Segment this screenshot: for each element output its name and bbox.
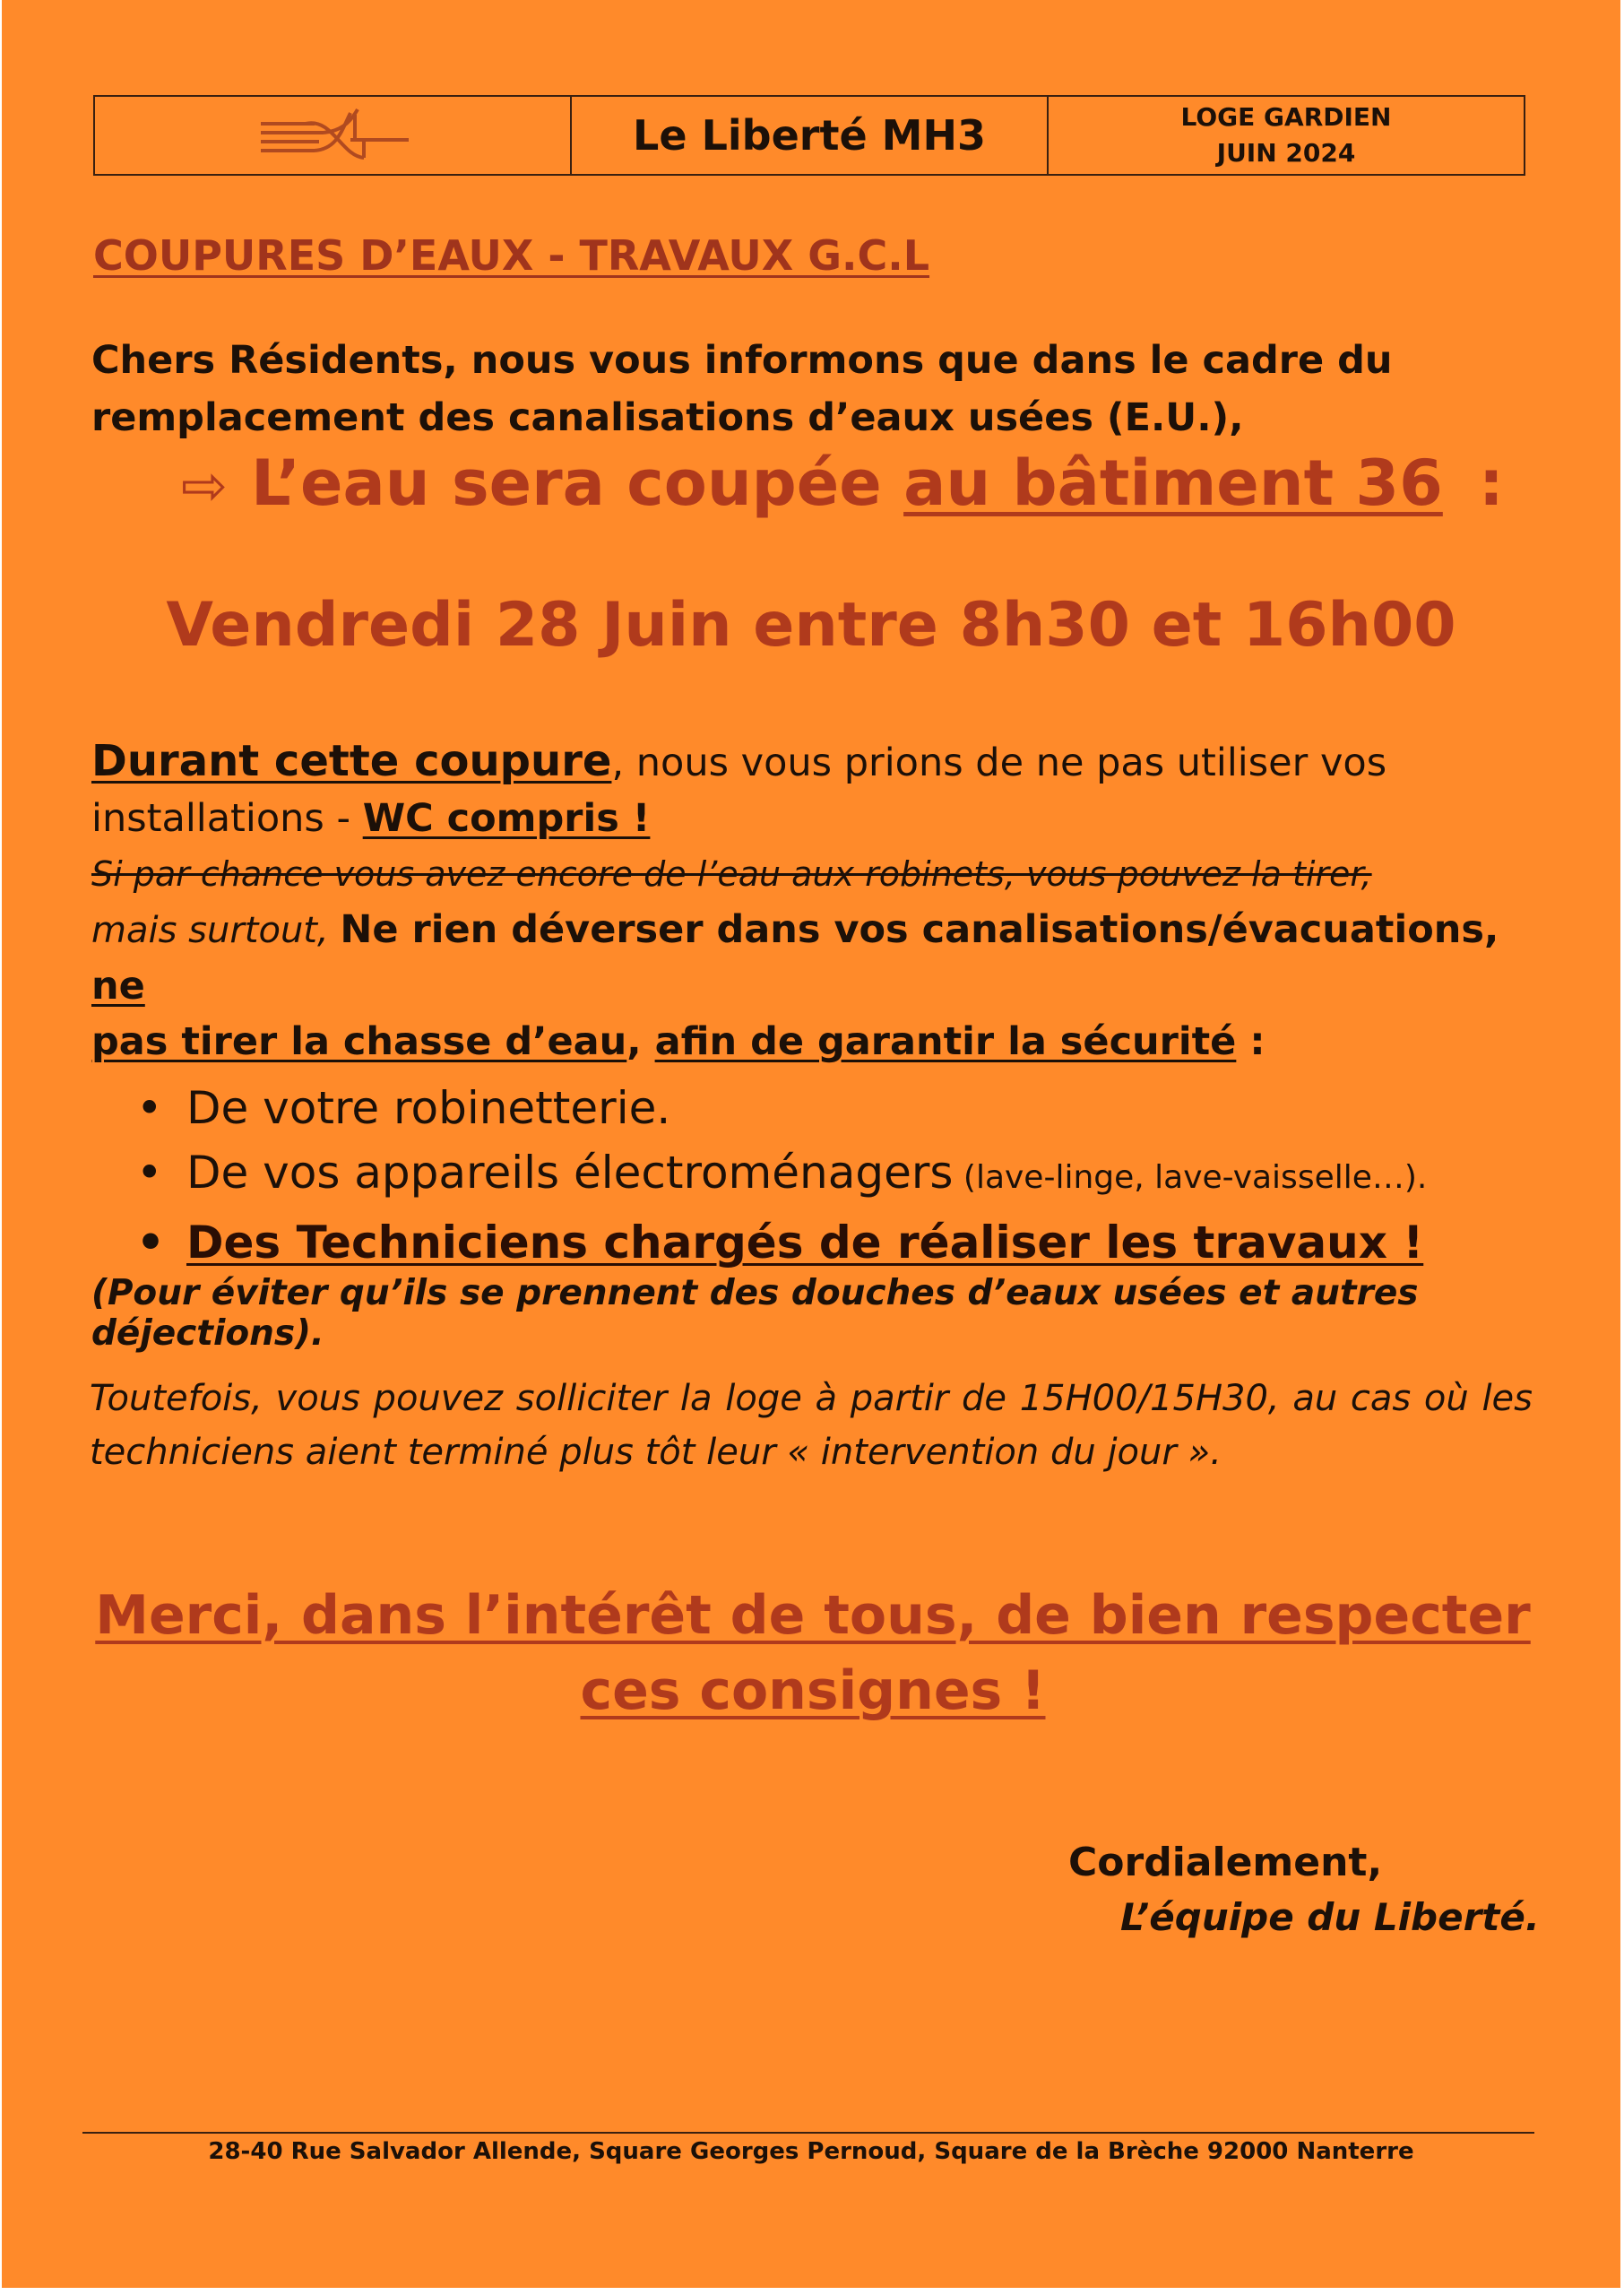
header-table	[93, 95, 1525, 176]
announcement-building: au bâtiment 36	[903, 446, 1443, 520]
list-item-text: De votre robinetterie.	[186, 1082, 671, 1134]
instructions-comma: ,	[626, 1019, 655, 1064]
instructions-line-2	[91, 791, 1534, 846]
bullet-icon: •	[136, 1217, 165, 1269]
instructions-lead-rest: , nous vous prions de ne pas utiliser vos	[611, 740, 1387, 785]
intro-line-2: remplacement des canalisations d’eaux usées (E.U.),	[91, 395, 1244, 440]
notice-title: COUPURES D’EAUX - TRAVAUX G.C.L	[93, 231, 930, 280]
footer-divider	[82, 2132, 1534, 2134]
instructions-strike-line: Si par chance vous avez encore de l’eau aux robinets, vous pouvez la tirer,	[91, 854, 1372, 894]
footer-address: 28-40 Rue Salvador Allende, Square Georges Pernoud, Square de la Brèche 92000 Nanterre	[208, 2138, 1414, 2165]
instructions-italic: mais surtout,	[91, 910, 341, 951]
instructions-line-1	[91, 733, 1534, 791]
instructions-paragraph	[91, 733, 1534, 1070]
list-item	[127, 1076, 1561, 1140]
instructions-bold: Ne rien déverser dans vos canalisations/évacuations,	[340, 907, 1499, 952]
logo-cell	[95, 97, 570, 174]
safety-list	[127, 1076, 1561, 1275]
lodge-note: Toutefois, vous pouvez solliciter la loge à partir de 15H00/15H30, au cas où les techniciens aient terminé plus tôt leur « intervention du jour ».	[90, 1378, 1533, 1473]
list-item	[127, 1210, 1561, 1275]
bullet-icon: •	[136, 1082, 163, 1134]
wc-warning: WC compris !	[362, 796, 651, 841]
bullet-icon: •	[136, 1147, 163, 1199]
lodge-title: LOGE GARDIEN	[1180, 102, 1392, 132]
closing-message: Merci, dans l’intérêt de tous, de bien respecter ces consignes !	[95, 1584, 1531, 1722]
instructions-colon: :	[1236, 1019, 1266, 1064]
instructions-line-4	[91, 902, 1534, 1014]
instructions-ne: ne	[91, 964, 145, 1009]
instructions-line-5	[91, 1014, 1534, 1070]
flush-warning: pas tirer la chasse d’eau	[91, 1019, 627, 1064]
building-name: Le Liberté MH3	[570, 97, 1047, 174]
paren-note: (Pour éviter qu’ils se prennent des douches d’eaux usées et autres déjections).	[91, 1273, 1419, 1354]
announcement-text: L’eau sera coupée	[250, 446, 904, 520]
list-item-detail: (lave-linge, lave-vaisselle…).	[953, 1159, 1428, 1196]
right-arrow-icon: ⇨	[181, 453, 228, 518]
instructions-prefix: installations -	[91, 796, 363, 841]
signature: L’équipe du Liberté.	[1120, 1895, 1540, 1939]
safety-warning: afin de garantir la sécurité	[654, 1019, 1237, 1064]
lodge-cell	[1047, 97, 1524, 174]
building-logo-icon	[252, 104, 413, 167]
announcement-colon: :	[1478, 446, 1504, 520]
list-item-text: De vos appareils électroménagers	[186, 1147, 954, 1199]
cut-date-line: Vendredi 28 Juin entre 8h30 et 16h00	[166, 590, 1456, 661]
notice-sheet	[2, 0, 1620, 2288]
list-item-text: Des Techniciens chargés de réaliser les travaux !	[186, 1217, 1424, 1269]
notice-date: JUIN 2024	[1216, 138, 1356, 168]
announcement	[181, 446, 1504, 520]
list-item	[127, 1140, 1561, 1210]
instructions-lead: Durant cette coupure	[91, 736, 612, 786]
regards: Cordialement,	[1068, 1840, 1383, 1885]
intro-line-1: Chers Résidents, nous vous informons que dans le cadre du	[91, 338, 1393, 383]
intro-paragraph	[91, 332, 1534, 446]
